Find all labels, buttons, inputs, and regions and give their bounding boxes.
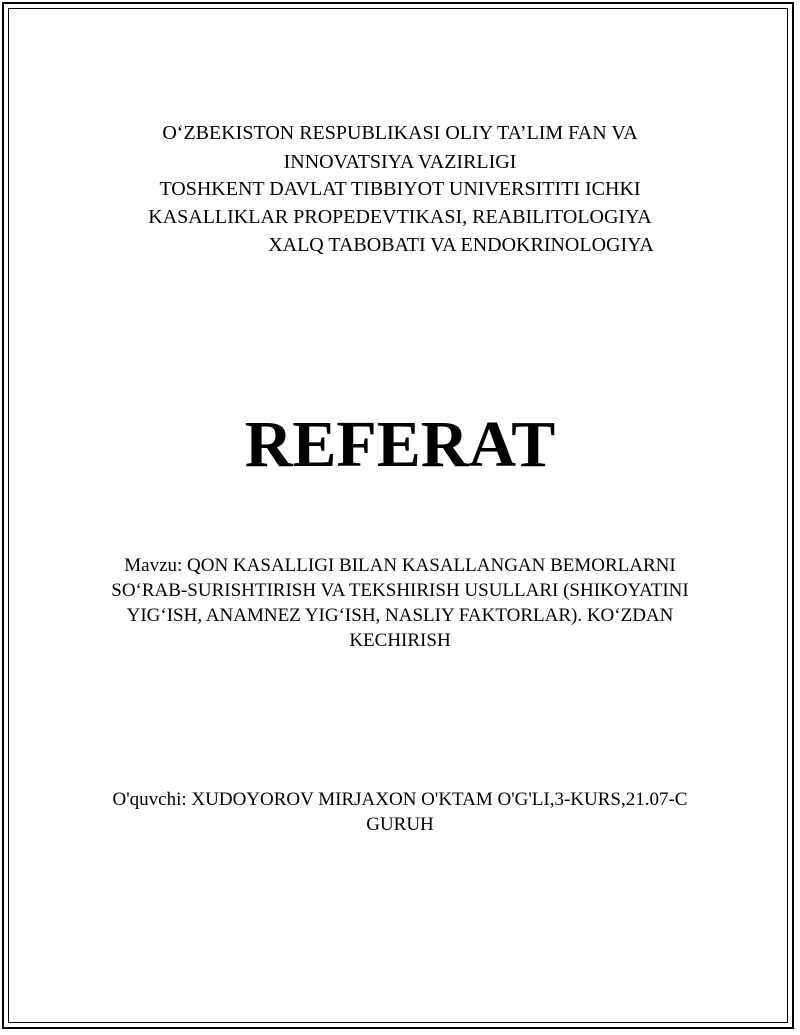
header-line-ministry-cont: INNOVATSIYA VAZIRLIGI [283,151,517,173]
document-title: REFERAT [244,408,556,481]
topic-line: YIG‘ISH, ANAMNEZ YIG‘ISH, NASLIY FAKTORLAR). KO‘ZDAN [126,605,674,626]
student-line: O'quvchi: XUDOYOROV MIRJAXON O'KTAM O'G'LI,3-KURS,21.07-C [112,789,688,810]
student-line: GURUH [366,814,434,835]
topic-line: SO‘RAB-SURISHTIRISH VA TEKSHIRISH USULLARI (SHIKOYATINI [111,580,689,601]
header-line-university: TOSHKENT DAVLAT TIBBIYOT UNIVERSITITI ICHKI [159,178,641,200]
topic-line: Mavzu: QON KASALLIGI BILAN KASALLANGAN BEMORLARNI [124,555,676,576]
header-line-ministry: O‘ZBEKISTON RESPUBLIKASI OLIY TA’LIM FAN VA [162,122,638,144]
topic-line: KECHIRISH [349,630,451,651]
header-line-department: KASALLIKLAR PROPEDEVTIKASI, REABILITOLOGIYA [148,206,652,228]
header-line-department-cont: XALQ TABOBATI VA ENDOKRINOLOGIYA [268,234,654,256]
